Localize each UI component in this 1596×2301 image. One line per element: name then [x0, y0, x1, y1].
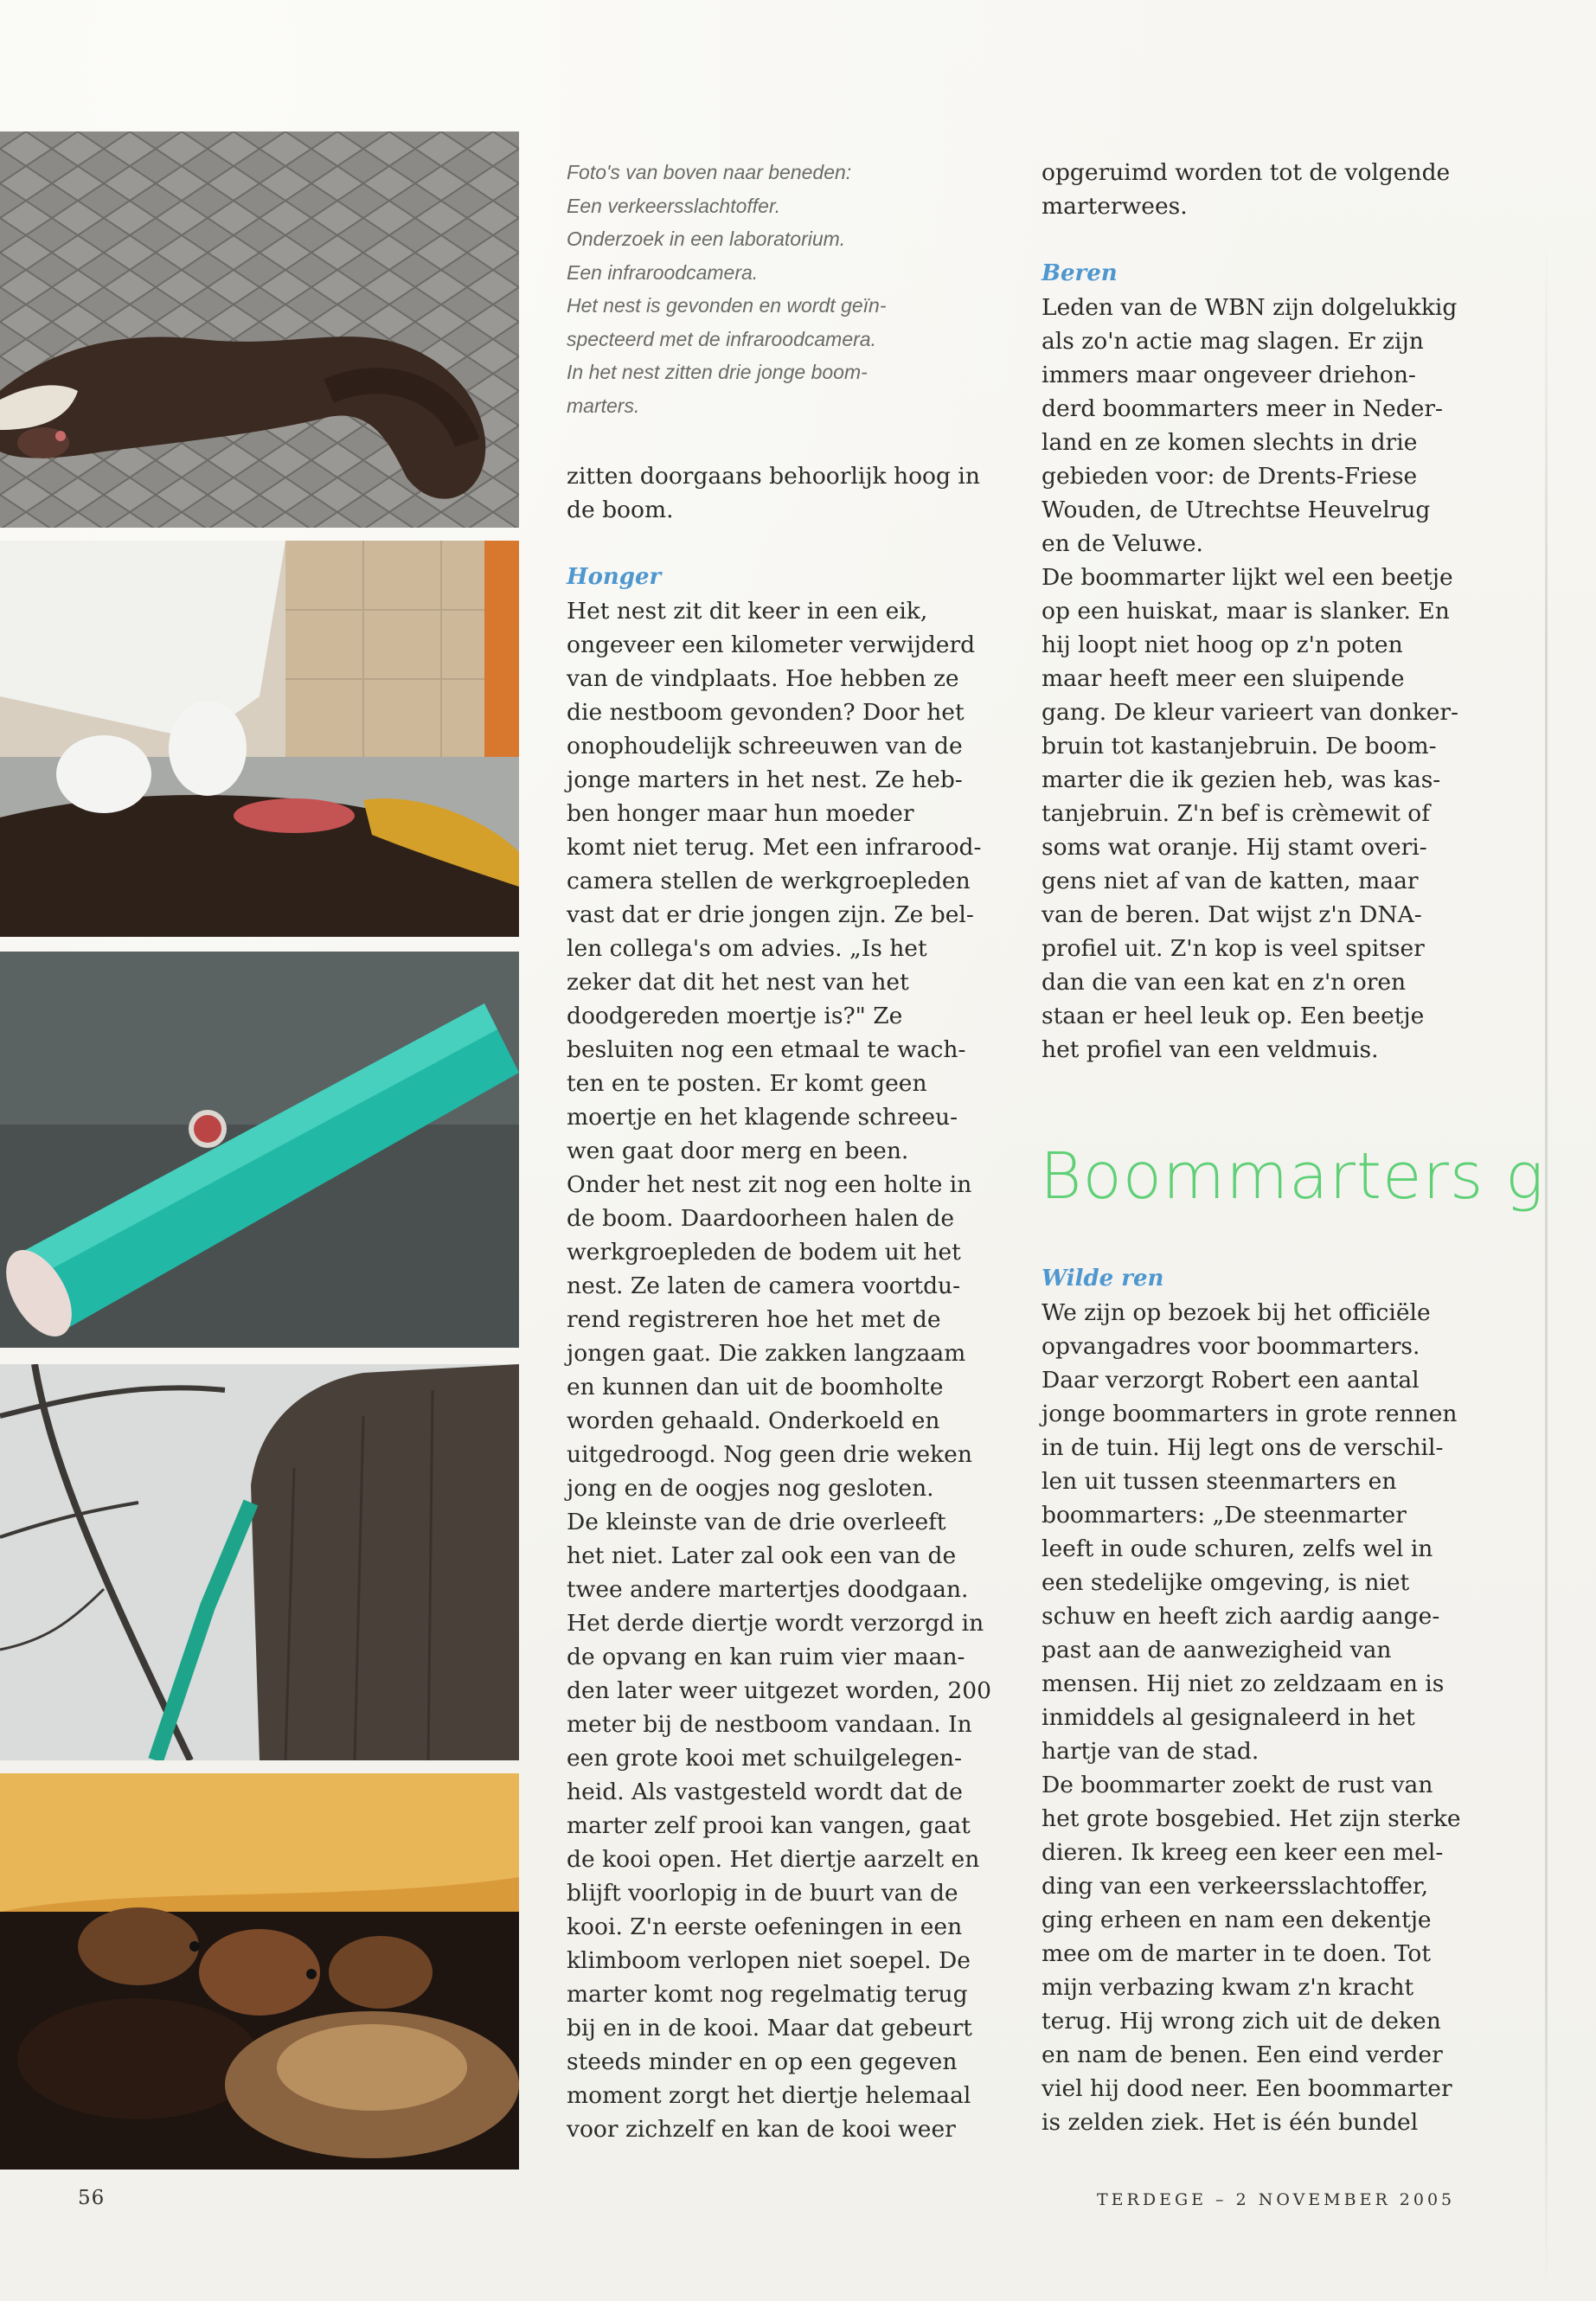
body-line: dieren. Ik kreeg een keer een mel-	[1042, 1839, 1444, 1866]
photo-caption	[567, 156, 887, 422]
body-line: tanjebruin. Z'n bef is crèmewit of	[1042, 800, 1431, 827]
body-line: meter bij de nestboom vandaan. In	[567, 1711, 972, 1738]
body-line: kooi. Z'n eerste oefeningen in een	[567, 1913, 963, 1940]
body-line: ten en te posten. Er komt geen	[567, 1070, 927, 1097]
body-line: die nestboom gevonden? Door het	[567, 699, 965, 726]
body-line: Het nest zit dit keer in een eik,	[567, 598, 928, 625]
body-line: schuw en heeft zich aardig aange-	[1042, 1603, 1440, 1630]
body-line: ging erheen en nam een dekentje	[1042, 1907, 1432, 1933]
body-line: De boommarter lijkt wel een beetje	[1042, 564, 1453, 591]
caption-line: In het nest zitten drie jonge boom-	[567, 361, 868, 383]
body-line: zeker dat dit het nest van het	[567, 969, 909, 996]
body-line: Leden van de WBN zijn dolgelukkig	[1042, 294, 1458, 321]
caption-line: specteerd met de infraroodcamera.	[567, 327, 876, 350]
body-line: jonge boommarters in grote rennen	[1042, 1400, 1458, 1427]
body-line: doodgereden moertje is?" Ze	[567, 1003, 903, 1029]
body-line: Het derde diertje wordt verzorgd in	[567, 1610, 984, 1637]
body-line: het profiel van een veldmuis.	[1042, 1036, 1379, 1063]
body-line: jongen gaat. Die zakken langzaam	[567, 1340, 966, 1367]
caption-line: Foto's van boven naar beneden:	[567, 161, 852, 183]
body-line: wen gaat door merg en been.	[567, 1138, 909, 1164]
photo-nest-inspection	[0, 1364, 519, 1760]
body-line: is zelden ziek. Het is één bundel	[1042, 2109, 1419, 2136]
body-line: marter zelf prooi kan vangen, gaat	[567, 1812, 971, 1839]
body-line: nest. Ze laten de camera voortdu-	[567, 1272, 961, 1299]
body-line: werkgroepleden de bodem uit het	[567, 1239, 961, 1266]
body-line: ding van een verkeersslachtoffer,	[1042, 1873, 1429, 1900]
body-line: gang. De kleur varieert van donker-	[1042, 699, 1458, 726]
body-line: ben honger maar hun moeder	[567, 800, 914, 827]
body-line: ongeveer een kilometer verwijderd	[567, 631, 976, 658]
body-line: en kunnen dan uit de boomholte	[567, 1374, 944, 1400]
body-line: het niet. Later zal ook een van de	[567, 1542, 957, 1569]
body-line: gebieden voor: de Drents-Friese	[1042, 463, 1418, 490]
body-line: jong en de oogjes nog gesloten.	[567, 1475, 934, 1502]
body-line: mijn verbazing kwam z'n kracht	[1042, 1974, 1414, 2001]
body-line: vast dat er drie jongen zijn. Ze bel-	[567, 901, 974, 928]
body-line: op een huiskat, maar is slanker. En	[1042, 598, 1450, 625]
body-line: moertje en het klagende schreeu-	[567, 1104, 958, 1131]
body-line: marterwees.	[1042, 193, 1188, 220]
body-line: De kleinste van de drie overleeft	[567, 1509, 946, 1535]
body-line: marter komt nog regelmatig terug	[567, 1981, 968, 2008]
body-line: blijft voorlopig in de buurt van de	[567, 1880, 958, 1907]
body-line: de boom. Daardoorheen halen de	[567, 1205, 955, 1232]
body-line: worden gehaald. Onderkoeld en	[567, 1407, 940, 1434]
section-heading-honger: Honger	[567, 564, 662, 590]
article-column-3	[1042, 1262, 1491, 2139]
photo-infrared-camera	[0, 952, 519, 1348]
body-line: steeds minder en op een gegeven	[567, 2048, 958, 2075]
section-heading-wilde-ren: Wilde ren	[1042, 1266, 1164, 1292]
body-line: boommarters: „De steenmarter	[1042, 1502, 1407, 1529]
body-line: den later weer uitgezet worden, 200	[567, 1677, 991, 1704]
body-line: terug. Hij wrong zich uit de deken	[1042, 2008, 1441, 2035]
body-line: mee om de marter in te doen. Tot	[1042, 1940, 1431, 1967]
body-line: zitten doorgaans behoorlijk hoog in	[567, 463, 980, 490]
caption-line: Onderzoek in een laboratorium.	[567, 228, 846, 250]
body-line: len uit tussen steenmarters en	[1042, 1468, 1397, 1495]
body-line: jonge marters in het nest. Ze heb-	[567, 766, 963, 793]
body-line: opvangadres voor boommarters.	[1042, 1333, 1420, 1360]
body-line: camera stellen de werkgroepleden	[567, 868, 971, 894]
body-line: len collega's om advies. „Is het	[567, 935, 927, 962]
body-line: leeft in oude schuren, zelfs wel in	[1042, 1535, 1433, 1562]
body-line: de opvang en kan ruim vier maan-	[567, 1644, 965, 1670]
body-line: klimboom verlopen niet soepel. De	[567, 1947, 971, 1974]
body-line: heid. Als vastgesteld wordt dat de	[567, 1779, 963, 1805]
body-line: We zijn op bezoek bij het officiële	[1042, 1299, 1431, 1326]
body-line: derd boommarters meer in Neder-	[1042, 395, 1444, 422]
body-line: van de beren. Dat wijst z'n DNA-	[1042, 901, 1422, 928]
body-line: komt niet terug. Met een infrarood-	[567, 834, 982, 861]
caption-line: Het nest is gevonden en wordt geïn-	[567, 294, 887, 317]
body-line: profiel uit. Z'n kop is veel spitser	[1042, 935, 1425, 962]
body-line: marter die ik gezien heb, was kas-	[1042, 766, 1441, 793]
photo-road-victim	[0, 131, 519, 528]
body-text	[1042, 291, 1491, 1067]
body-line: bij en in de kooi. Maar dat gebeurt	[567, 2015, 972, 2041]
page-edge	[1545, 234, 1548, 2292]
body-line: rend registreren hoe het met de	[567, 1306, 941, 1333]
body-line: mensen. Hij niet zo zeldzaam en is	[1042, 1670, 1445, 1697]
body-line: onophoudelijk schreeuwen van de	[567, 733, 963, 760]
body-line: van de vindplaats. Hoe hebben ze	[567, 665, 959, 692]
body-line: bruin tot kastanjebruin. De boom-	[1042, 733, 1437, 760]
body-line: als zo'n actie mag slagen. Er zijn	[1042, 328, 1424, 355]
caption-line: Een infraroodcamera.	[567, 260, 759, 284]
body-line: twee andere martertjes doodgaan.	[567, 1576, 969, 1603]
body-line: past aan de aanwezigheid van	[1042, 1637, 1392, 1663]
body-text	[567, 594, 999, 2146]
body-line: voor zichzelf en kan de kooi weer	[567, 2116, 956, 2143]
caption-line: marters.	[567, 394, 640, 417]
body-line: en de Veluwe.	[1042, 530, 1203, 557]
body-line: Daar verzorgt Robert een aantal	[1042, 1367, 1420, 1394]
article-column-1	[567, 459, 999, 2146]
body-line: besluiten nog een etmaal te wach-	[567, 1036, 966, 1063]
body-line: De boommarter zoekt de rust van	[1042, 1772, 1433, 1798]
article-title: Boommarters g	[1040, 1139, 1544, 1214]
body-line: een stedelijke omgeving, is niet	[1042, 1569, 1410, 1596]
section-heading-beren: Beren	[1042, 260, 1118, 286]
body-line: opgeruimd worden tot de volgende	[1042, 159, 1451, 186]
body-line: Wouden, de Utrechtse Heuvelrug	[1042, 497, 1431, 523]
article-column-2	[1042, 156, 1491, 1067]
body-line: dan die van een kat en z'n oren	[1042, 969, 1407, 996]
body-line: soms wat oranje. Hij stamt overi-	[1042, 834, 1427, 861]
body-line: immers maar ongeveer driehon-	[1042, 362, 1416, 388]
body-line: Onder het nest zit nog een holte in	[567, 1171, 972, 1198]
body-line: land en ze komen slechts in drie	[1042, 429, 1418, 456]
photo-laboratory	[0, 541, 519, 937]
body-line: inmiddels al gesignaleerd in het	[1042, 1704, 1415, 1731]
body-line: de kooi open. Het diertje aarzelt en	[567, 1846, 980, 1873]
body-line: viel hij dood neer. Een boommarter	[1042, 2075, 1452, 2102]
publication-footer: TERDEGE – 2 NOVEMBER 2005	[1097, 2190, 1456, 2209]
body-line: moment zorgt het diertje helemaal	[567, 2082, 971, 2109]
body-line: maar heeft meer een sluipende	[1042, 665, 1405, 692]
body-line: uitgedroogd. Nog geen drie weken	[567, 1441, 972, 1468]
body-text	[1042, 1296, 1491, 2139]
body-line: een grote kooi met schuilgelegen-	[567, 1745, 962, 1772]
body-line: het grote bosgebied. Het zijn sterke	[1042, 1805, 1461, 1832]
body-line: gens niet af van de katten, maar	[1042, 868, 1419, 894]
body-line: hartje van de stad.	[1042, 1738, 1259, 1765]
body-line: in de tuin. Hij legt ons de verschil-	[1042, 1434, 1444, 1461]
body-line: hij loopt niet hoog op z'n poten	[1042, 631, 1403, 658]
photo-young-martens	[0, 1773, 519, 2170]
caption-line: Een verkeersslachtoffer.	[567, 194, 781, 217]
body-line: de boom.	[567, 497, 674, 523]
body-line: en nam de benen. Een eind verder	[1042, 2041, 1443, 2068]
body-line: staan er heel leuk op. Een beetje	[1042, 1003, 1425, 1029]
page-number: 56	[78, 2187, 106, 2209]
